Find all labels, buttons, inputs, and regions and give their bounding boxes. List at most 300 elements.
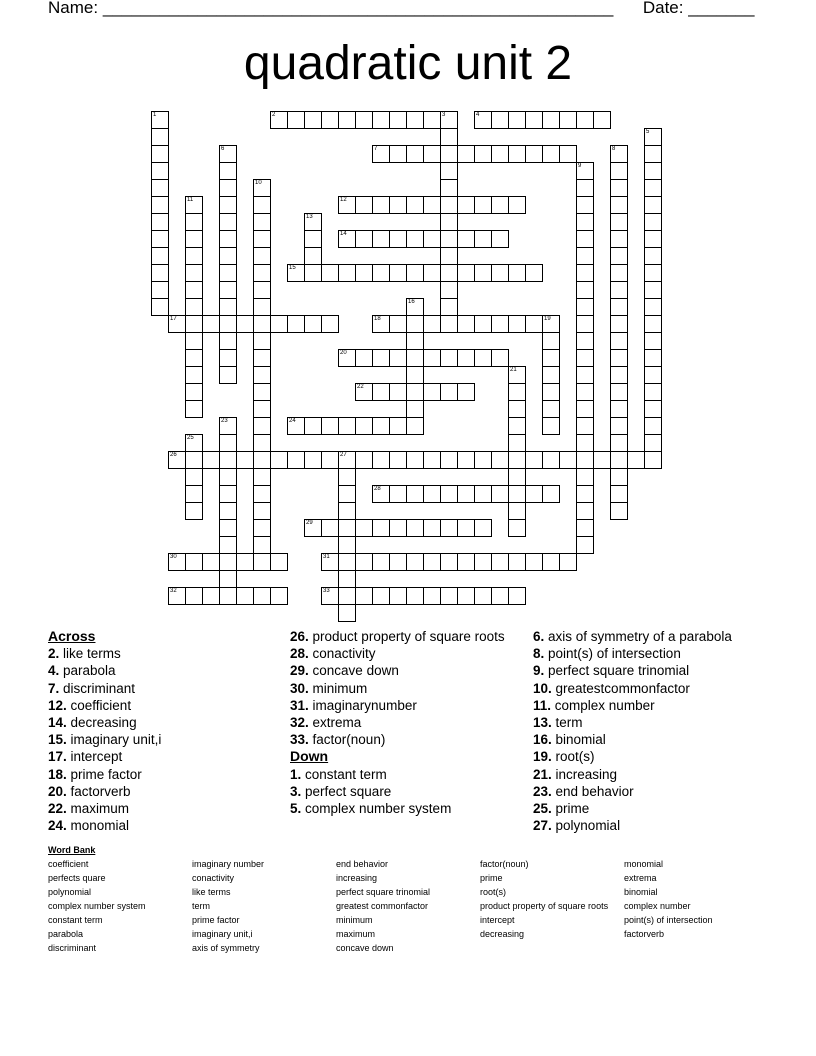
crossword-cell[interactable] [644, 383, 662, 401]
crossword-cell[interactable] [576, 519, 594, 537]
crossword-cell[interactable] [491, 111, 509, 129]
crossword-cell[interactable] [508, 434, 526, 452]
crossword-cell[interactable] [185, 587, 203, 605]
crossword-cell[interactable] [219, 264, 237, 282]
crossword-cell[interactable] [406, 417, 424, 435]
crossword-cell[interactable] [406, 230, 424, 248]
crossword-cell[interactable] [338, 604, 356, 622]
crossword-cell[interactable] [542, 400, 560, 418]
crossword-cell[interactable] [406, 519, 424, 537]
crossword-cell[interactable] [151, 179, 169, 197]
crossword-cell[interactable] [542, 451, 560, 469]
crossword-cell[interactable] [542, 111, 560, 129]
crossword-cell[interactable] [168, 451, 186, 469]
crossword-cell[interactable] [185, 349, 203, 367]
crossword-cell[interactable] [270, 451, 288, 469]
crossword-cell[interactable] [576, 417, 594, 435]
crossword-cell[interactable] [338, 264, 356, 282]
crossword-cell[interactable] [219, 298, 237, 316]
crossword-cell[interactable] [321, 553, 339, 571]
crossword-cell[interactable] [644, 451, 662, 469]
crossword-cell[interactable] [542, 417, 560, 435]
crossword-cell[interactable] [576, 162, 594, 180]
crossword-cell[interactable] [406, 587, 424, 605]
crossword-cell[interactable] [644, 417, 662, 435]
crossword-cell[interactable] [576, 179, 594, 197]
crossword-cell[interactable] [491, 145, 509, 163]
crossword-cell[interactable] [253, 213, 271, 231]
crossword-cell[interactable] [406, 264, 424, 282]
crossword-cell[interactable] [406, 451, 424, 469]
crossword-cell[interactable] [406, 553, 424, 571]
crossword-cell[interactable] [185, 553, 203, 571]
crossword-cell[interactable] [610, 179, 628, 197]
crossword-cell[interactable] [151, 145, 169, 163]
crossword-cell[interactable] [185, 264, 203, 282]
crossword-cell[interactable] [185, 213, 203, 231]
crossword-cell[interactable] [508, 111, 526, 129]
crossword-cell[interactable] [440, 485, 458, 503]
crossword-cell[interactable] [610, 145, 628, 163]
crossword-cell[interactable] [610, 281, 628, 299]
crossword-cell[interactable] [168, 587, 186, 605]
crossword-cell[interactable] [372, 230, 390, 248]
crossword-cell[interactable] [542, 315, 560, 333]
crossword-cell[interactable] [474, 196, 492, 214]
crossword-cell[interactable] [508, 366, 526, 384]
crossword-cell[interactable] [185, 383, 203, 401]
crossword-cell[interactable] [287, 417, 305, 435]
crossword-cell[interactable] [474, 230, 492, 248]
crossword-cell[interactable] [304, 417, 322, 435]
crossword-cell[interactable] [389, 315, 407, 333]
crossword-cell[interactable] [270, 587, 288, 605]
crossword-cell[interactable] [423, 145, 441, 163]
crossword-cell[interactable] [525, 145, 543, 163]
crossword-cell[interactable] [338, 196, 356, 214]
crossword-cell[interactable] [576, 230, 594, 248]
crossword-cell[interactable] [406, 315, 424, 333]
crossword-cell[interactable] [372, 519, 390, 537]
crossword-cell[interactable] [202, 315, 220, 333]
crossword-cell[interactable] [423, 349, 441, 367]
crossword-cell[interactable] [457, 230, 475, 248]
crossword-cell[interactable] [542, 332, 560, 350]
crossword-cell[interactable] [236, 451, 254, 469]
crossword-cell[interactable] [304, 247, 322, 265]
crossword-cell[interactable] [304, 111, 322, 129]
crossword-cell[interactable] [525, 485, 543, 503]
crossword-cell[interactable] [321, 417, 339, 435]
crossword-cell[interactable] [644, 281, 662, 299]
crossword-cell[interactable] [474, 315, 492, 333]
crossword-cell[interactable] [338, 451, 356, 469]
crossword-cell[interactable] [542, 145, 560, 163]
crossword-cell[interactable] [491, 349, 509, 367]
crossword-cell[interactable] [253, 519, 271, 537]
crossword-cell[interactable] [440, 349, 458, 367]
name-field[interactable]: ______________________________________________________ [102, 0, 614, 17]
crossword-cell[interactable] [440, 162, 458, 180]
crossword-cell[interactable] [185, 400, 203, 418]
crossword-cell[interactable] [219, 145, 237, 163]
crossword-cell[interactable] [219, 553, 237, 571]
crossword-cell[interactable] [270, 111, 288, 129]
crossword-cell[interactable] [576, 264, 594, 282]
crossword-cell[interactable] [474, 587, 492, 605]
crossword-cell[interactable] [406, 383, 424, 401]
crossword-cell[interactable] [253, 451, 271, 469]
crossword-cell[interactable] [338, 417, 356, 435]
crossword-cell[interactable] [491, 553, 509, 571]
crossword-cell[interactable] [457, 315, 475, 333]
crossword-cell[interactable] [474, 145, 492, 163]
crossword-cell[interactable] [508, 553, 526, 571]
crossword-cell[interactable] [610, 247, 628, 265]
crossword-cell[interactable] [389, 519, 407, 537]
crossword-cell[interactable] [253, 434, 271, 452]
crossword-cell[interactable] [576, 247, 594, 265]
crossword-cell[interactable] [372, 349, 390, 367]
crossword-cell[interactable] [338, 349, 356, 367]
crossword-cell[interactable] [151, 281, 169, 299]
crossword-cell[interactable] [185, 434, 203, 452]
crossword-cell[interactable] [253, 349, 271, 367]
crossword-cell[interactable] [389, 587, 407, 605]
crossword-cell[interactable] [202, 553, 220, 571]
crossword-cell[interactable] [423, 315, 441, 333]
crossword-cell[interactable] [372, 145, 390, 163]
crossword-cell[interactable] [440, 451, 458, 469]
crossword-cell[interactable] [338, 111, 356, 129]
crossword-cell[interactable] [287, 264, 305, 282]
crossword-cell[interactable] [406, 400, 424, 418]
crossword-cell[interactable] [423, 383, 441, 401]
crossword-cell[interactable] [644, 196, 662, 214]
crossword-cell[interactable] [304, 519, 322, 537]
crossword-cell[interactable] [219, 536, 237, 554]
crossword-cell[interactable] [253, 281, 271, 299]
crossword-cell[interactable] [185, 230, 203, 248]
crossword-cell[interactable] [457, 553, 475, 571]
crossword-cell[interactable] [321, 111, 339, 129]
crossword-cell[interactable] [253, 417, 271, 435]
crossword-cell[interactable] [542, 349, 560, 367]
crossword-cell[interactable] [644, 230, 662, 248]
crossword-cell[interactable] [610, 349, 628, 367]
crossword-cell[interactable] [389, 485, 407, 503]
crossword-cell[interactable] [202, 451, 220, 469]
crossword-cell[interactable] [287, 451, 305, 469]
crossword-cell[interactable] [576, 366, 594, 384]
crossword-cell[interactable] [321, 519, 339, 537]
crossword-cell[interactable] [321, 451, 339, 469]
crossword-cell[interactable] [491, 196, 509, 214]
crossword-cell[interactable] [576, 281, 594, 299]
crossword-cell[interactable] [610, 332, 628, 350]
crossword-cell[interactable] [355, 383, 373, 401]
crossword-cell[interactable] [576, 468, 594, 486]
crossword-cell[interactable] [151, 111, 169, 129]
crossword-cell[interactable] [491, 264, 509, 282]
crossword-cell[interactable] [219, 349, 237, 367]
crossword-cell[interactable] [525, 264, 543, 282]
crossword-cell[interactable] [270, 553, 288, 571]
crossword-cell[interactable] [389, 451, 407, 469]
crossword-cell[interactable] [355, 349, 373, 367]
crossword-cell[interactable] [440, 587, 458, 605]
crossword-cell[interactable] [644, 162, 662, 180]
crossword-cell[interactable] [185, 196, 203, 214]
crossword-cell[interactable] [406, 196, 424, 214]
crossword-cell[interactable] [440, 179, 458, 197]
crossword-cell[interactable] [219, 230, 237, 248]
crossword-cell[interactable] [389, 383, 407, 401]
crossword-cell[interactable] [253, 502, 271, 520]
crossword-cell[interactable] [219, 281, 237, 299]
crossword-cell[interactable] [253, 264, 271, 282]
crossword-cell[interactable] [338, 553, 356, 571]
crossword-cell[interactable] [610, 196, 628, 214]
crossword-cell[interactable] [457, 519, 475, 537]
crossword-cell[interactable] [236, 587, 254, 605]
crossword-cell[interactable] [576, 434, 594, 452]
crossword-cell[interactable] [423, 196, 441, 214]
crossword-cell[interactable] [168, 315, 186, 333]
crossword-cell[interactable] [219, 332, 237, 350]
crossword-cell[interactable] [151, 264, 169, 282]
crossword-cell[interactable] [576, 502, 594, 520]
crossword-cell[interactable] [610, 383, 628, 401]
crossword-cell[interactable] [423, 230, 441, 248]
crossword-cell[interactable] [355, 451, 373, 469]
crossword-cell[interactable] [423, 264, 441, 282]
crossword-cell[interactable] [236, 553, 254, 571]
crossword-cell[interactable] [253, 196, 271, 214]
crossword-cell[interactable] [253, 315, 271, 333]
crossword-cell[interactable] [508, 587, 526, 605]
crossword-cell[interactable] [304, 451, 322, 469]
crossword-cell[interactable] [491, 230, 509, 248]
crossword-cell[interactable] [610, 468, 628, 486]
crossword-cell[interactable] [355, 264, 373, 282]
crossword-cell[interactable] [508, 383, 526, 401]
crossword-cell[interactable] [644, 434, 662, 452]
crossword-cell[interactable] [253, 332, 271, 350]
crossword-cell[interactable] [440, 383, 458, 401]
crossword-cell[interactable] [253, 400, 271, 418]
crossword-cell[interactable] [474, 553, 492, 571]
crossword-cell[interactable] [576, 485, 594, 503]
crossword-cell[interactable] [151, 230, 169, 248]
crossword-cell[interactable] [304, 230, 322, 248]
crossword-cell[interactable] [423, 519, 441, 537]
crossword-cell[interactable] [355, 553, 373, 571]
crossword-cell[interactable] [185, 502, 203, 520]
crossword-cell[interactable] [610, 485, 628, 503]
crossword-cell[interactable] [338, 570, 356, 588]
crossword-cell[interactable] [372, 264, 390, 282]
crossword-cell[interactable] [610, 451, 628, 469]
crossword-cell[interactable] [253, 587, 271, 605]
crossword-cell[interactable] [644, 264, 662, 282]
crossword-cell[interactable] [576, 196, 594, 214]
crossword-cell[interactable] [644, 315, 662, 333]
crossword-cell[interactable] [491, 451, 509, 469]
crossword-cell[interactable] [406, 485, 424, 503]
crossword-cell[interactable] [508, 451, 526, 469]
crossword-cell[interactable] [610, 400, 628, 418]
crossword-cell[interactable] [321, 264, 339, 282]
crossword-cell[interactable] [219, 417, 237, 435]
crossword-cell[interactable] [406, 111, 424, 129]
crossword-cell[interactable] [559, 553, 577, 571]
crossword-cell[interactable] [389, 553, 407, 571]
crossword-cell[interactable] [440, 196, 458, 214]
crossword-cell[interactable] [610, 162, 628, 180]
crossword-cell[interactable] [253, 536, 271, 554]
crossword-cell[interactable] [644, 145, 662, 163]
crossword-cell[interactable] [593, 451, 611, 469]
crossword-cell[interactable] [185, 315, 203, 333]
crossword-cell[interactable] [304, 213, 322, 231]
crossword-cell[interactable] [610, 417, 628, 435]
crossword-cell[interactable] [389, 230, 407, 248]
crossword-cell[interactable] [440, 281, 458, 299]
crossword-cell[interactable] [253, 468, 271, 486]
crossword-cell[interactable] [389, 111, 407, 129]
crossword-cell[interactable] [644, 400, 662, 418]
crossword-cell[interactable] [576, 536, 594, 554]
crossword-cell[interactable] [151, 213, 169, 231]
crossword-cell[interactable] [338, 502, 356, 520]
crossword-cell[interactable] [151, 298, 169, 316]
crossword-cell[interactable] [270, 315, 288, 333]
crossword-cell[interactable] [576, 315, 594, 333]
crossword-cell[interactable] [389, 349, 407, 367]
crossword-cell[interactable] [355, 519, 373, 537]
crossword-cell[interactable] [644, 366, 662, 384]
crossword-cell[interactable] [389, 145, 407, 163]
crossword-cell[interactable] [525, 315, 543, 333]
crossword-cell[interactable] [491, 485, 509, 503]
crossword-cell[interactable] [508, 315, 526, 333]
crossword-cell[interactable] [474, 349, 492, 367]
crossword-cell[interactable] [440, 315, 458, 333]
crossword-cell[interactable] [644, 179, 662, 197]
crossword-cell[interactable] [576, 451, 594, 469]
crossword-cell[interactable] [474, 111, 492, 129]
crossword-cell[interactable] [253, 179, 271, 197]
crossword-cell[interactable] [406, 332, 424, 350]
crossword-cell[interactable] [423, 553, 441, 571]
crossword-cell[interactable] [168, 553, 186, 571]
crossword-cell[interactable] [338, 468, 356, 486]
crossword-cell[interactable] [542, 366, 560, 384]
crossword-cell[interactable] [559, 451, 577, 469]
crossword-cell[interactable] [457, 264, 475, 282]
crossword-cell[interactable] [491, 587, 509, 605]
crossword-cell[interactable] [219, 587, 237, 605]
crossword-cell[interactable] [610, 366, 628, 384]
crossword-cell[interactable] [185, 247, 203, 265]
crossword-cell[interactable] [474, 485, 492, 503]
crossword-cell[interactable] [253, 485, 271, 503]
crossword-cell[interactable] [338, 485, 356, 503]
crossword-cell[interactable] [406, 145, 424, 163]
crossword-cell[interactable] [440, 128, 458, 146]
crossword-cell[interactable] [253, 298, 271, 316]
crossword-cell[interactable] [253, 383, 271, 401]
crossword-cell[interactable] [219, 196, 237, 214]
crossword-cell[interactable] [389, 196, 407, 214]
crossword-cell[interactable] [627, 451, 645, 469]
crossword-cell[interactable] [185, 485, 203, 503]
crossword-cell[interactable] [576, 111, 594, 129]
crossword-cell[interactable] [423, 485, 441, 503]
crossword-cell[interactable] [474, 519, 492, 537]
crossword-cell[interactable] [440, 145, 458, 163]
crossword-cell[interactable] [151, 247, 169, 265]
crossword-cell[interactable] [610, 213, 628, 231]
crossword-cell[interactable] [525, 553, 543, 571]
crossword-cell[interactable] [644, 332, 662, 350]
crossword-cell[interactable] [185, 281, 203, 299]
crossword-cell[interactable] [644, 247, 662, 265]
crossword-cell[interactable] [338, 587, 356, 605]
crossword-cell[interactable] [219, 468, 237, 486]
crossword-cell[interactable] [253, 230, 271, 248]
crossword-cell[interactable] [219, 162, 237, 180]
crossword-cell[interactable] [219, 434, 237, 452]
crossword-cell[interactable] [508, 485, 526, 503]
crossword-cell[interactable] [610, 434, 628, 452]
crossword-cell[interactable] [372, 485, 390, 503]
crossword-cell[interactable] [525, 451, 543, 469]
crossword-cell[interactable] [304, 315, 322, 333]
crossword-cell[interactable] [440, 247, 458, 265]
crossword-cell[interactable] [610, 502, 628, 520]
crossword-cell[interactable] [644, 213, 662, 231]
crossword-cell[interactable] [151, 196, 169, 214]
crossword-cell[interactable] [457, 383, 475, 401]
crossword-cell[interactable] [372, 417, 390, 435]
crossword-cell[interactable] [253, 247, 271, 265]
crossword-cell[interactable] [457, 451, 475, 469]
crossword-cell[interactable] [610, 264, 628, 282]
crossword-cell[interactable] [355, 230, 373, 248]
crossword-cell[interactable] [644, 128, 662, 146]
crossword-cell[interactable] [440, 553, 458, 571]
crossword-cell[interactable] [338, 519, 356, 537]
crossword-cell[interactable] [219, 315, 237, 333]
crossword-cell[interactable] [372, 587, 390, 605]
crossword-cell[interactable] [355, 196, 373, 214]
crossword-cell[interactable] [457, 587, 475, 605]
crossword-cell[interactable] [474, 451, 492, 469]
crossword-cell[interactable] [321, 587, 339, 605]
crossword-cell[interactable] [542, 485, 560, 503]
crossword-cell[interactable] [338, 536, 356, 554]
crossword-cell[interactable] [576, 332, 594, 350]
crossword-cell[interactable] [219, 570, 237, 588]
crossword-cell[interactable] [457, 196, 475, 214]
crossword-cell[interactable] [474, 264, 492, 282]
crossword-cell[interactable] [508, 502, 526, 520]
crossword-cell[interactable] [508, 417, 526, 435]
crossword-cell[interactable] [372, 553, 390, 571]
crossword-cell[interactable] [185, 451, 203, 469]
